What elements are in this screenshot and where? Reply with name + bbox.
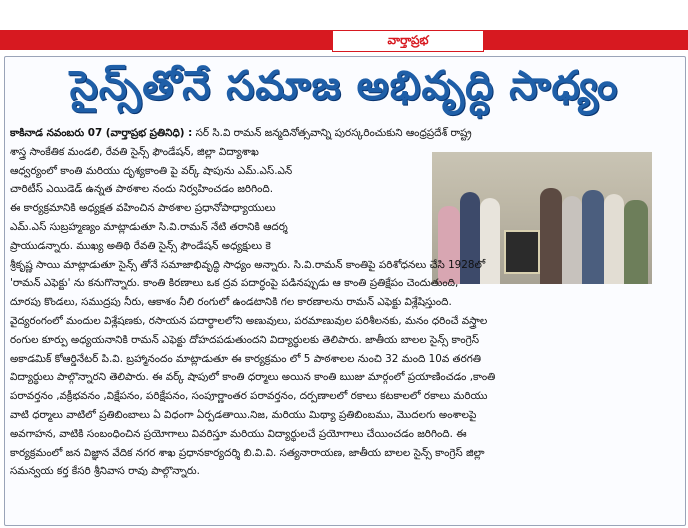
article-headline: సైన్స్‌తోనే సమాజ అభివృద్ధి సాధ్యం [69, 63, 619, 109]
body-line: కాకినాడ నవంబరు 07 (వార్తాప్రభ ప్రతినిధి) : సర్ సి.వి రామన్ జన్మదినోత్సవాన్ని పురస్కరించుకుని ఆంధ్రప్రదేశ్ రాష్ట్ర [10, 127, 472, 139]
body-line: వైద్యరంగంలో మందుల విశ్లేషణకు, రసాయన పదార్థాలలోని అణువులు, పరమాణువుల పరిశీలనకు, మనం ధరించే వస్త్రాల [10, 314, 488, 327]
body-line: కార్యక్రమంలో జన విజ్ఞాన వేదిక నగర శాఖ ప్రధానకార్యదర్శి బి.వి.వి. సత్యనారాయణ, జాతీయ బాలల సైన్స్ కాంగ్రెస్ జిల్లా [10, 446, 485, 459]
body-line: అకాడమిక్ కోఆర్డినేటర్ పి.వి. బ్రహ్మానందం మాట్లాడుతూ ఈ కార్యక్రమం లో 5 పాఠశాలల నుంచి 32 మంది 10వ తరగతి [10, 352, 481, 365]
article-body [10, 124, 678, 481]
body-line: ఈ కార్యక్రమానికి అధ్యక్షత వహించిన పాఠశాల ప్రధానోపాధ్యాయులు [10, 202, 276, 215]
masthead [0, 0, 688, 52]
body-line: అవగాహన, వాటికి సంబంధించిన ప్రయోగాలు వివరిస్తూ మరియు విద్యార్థులచే ప్రయోగాలు చేయించడం జరిగింది. ఈ [10, 427, 467, 440]
body-line: చారిటీస్ ఎయిడెడ్ ఉన్నత పాఠశాల నందు నిర్వహించడం జరిగింది. [10, 183, 274, 196]
body-line: శ్రీకృష్ణ సాయి మాట్లాడుతూ సైన్స్ తోనే సమాజాభివృద్ధి సాధ్యం అన్నారు. సి.వి.రామన్ కాంతిపై పరిశోధనలు చేసి 1928లో [10, 258, 486, 271]
body-line: సమన్వయ కర్త కేసరి శ్రీనివాస రావు పాల్గొన్నారు. [10, 465, 200, 478]
body-line: ప్రాయుడన్నారు. ముఖ్య అతిథి రేవతి సైన్స్ ఫౌండేషన్ అధ్యక్షులు కె [10, 239, 271, 252]
section-label: వార్తాప్రభ [332, 30, 484, 52]
body-line: ఆధ్వర్యంలో కాంతి మరియు దృశ్యకాంతి పై వర్క్ షాపును ఎమ్.ఎస్.ఎన్ [10, 164, 293, 177]
body-line: శాస్త్ర సాంకేతిక మండలి, రేవతి సైన్స్ ఫౌండేషన్, జిల్లా విద్యాశాఖ [10, 145, 259, 158]
body-line: దూరపు కొండలు, సముద్రపు నీరు, ఆకాశం నీలి రంగులో ఉండటానికి గల కారణాలను రామన్ ఎఫెక్టు విశ్లేషిస్తుంది. [10, 296, 452, 309]
article-dateline: కాకినాడ నవంబరు 07 (వార్తాప్రభ ప్రతినిధి) : [10, 127, 193, 139]
body-line: రంగుల కూర్పు అధ్యయనానికి రామన్ ఎఫెక్టు దోహదపడుతుందని విద్యార్థులకు తెలిపారు. జాతీయ బాలల సైన్స్ కాంగ్రెస్ [10, 333, 480, 346]
body-line: వాటి ధర్మాలు వాటిలో ప్రతిబింబాలు ఏ విధంగా ఏర్పడతాయి.నిజ, మరియు మిథ్యా ప్రతిబింబము, మొదలగు అంశాలపై [10, 408, 477, 421]
body-line: 'రామన్ ఎఫెక్టు' ను కనుగొన్నారు. కాంతి కిరణాలు ఒక ద్రవ పదార్ధంపై పడినప్పుడు ఆ కాంతి ప్రతిక్షేపం చెందుతుంది, [10, 277, 459, 290]
body-line: పరావర్తనం ,వక్రీభవనం ,విక్షేపనం, పరిక్షేపనం, సంపూర్ణాంతర పరావర్తనం, దర్పణాలలో రకాలు కటకాలలో రకాలు మరియు [10, 390, 488, 403]
body-line: ఎమ్.ఎస్ సుబ్రహ్మణ్యం మాట్లాడుతూ సి.వి.రామన్ నేటి తరానికి ఆదర్శ [10, 220, 288, 233]
body-line: విద్యార్థులు పాల్గొన్నారని తెలిపారు. ఈ వర్క్ షాపులో కాంతి ధర్మాలు అయిన కాంతి ఋజు మార్గంలో ప్రయాణించడం ,కాంతి [10, 371, 496, 384]
